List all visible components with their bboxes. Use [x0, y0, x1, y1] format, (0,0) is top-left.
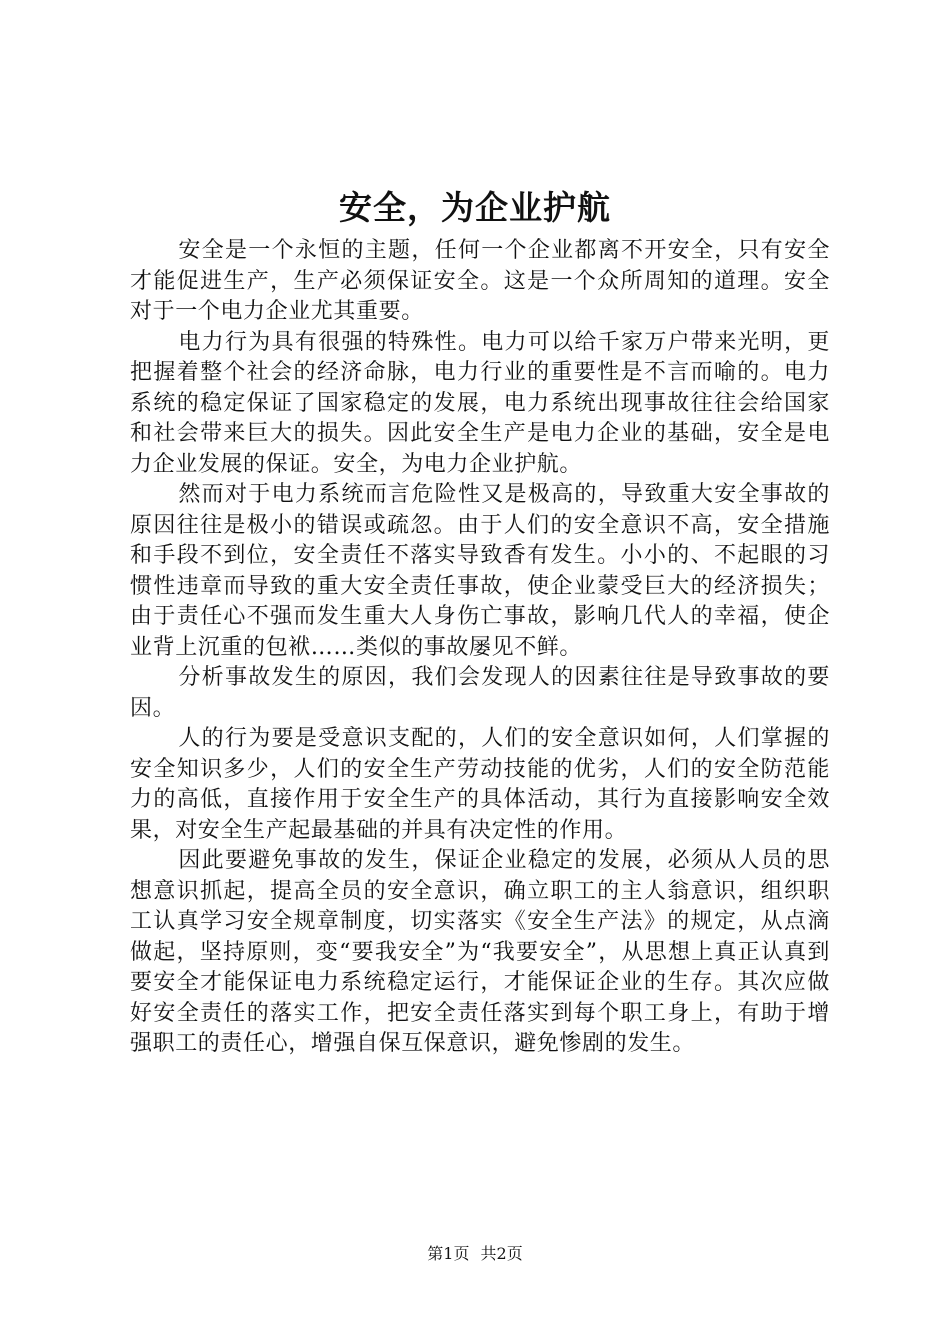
paragraph-6: 因此要避免事故的发生，保证企业稳定的发展，必须从人员的思想意识抓起，提高全员的安全意识，确立职工的主人翁意识，组织职工认真学习安全规章制度，切实落实《安全生产法》的规定，从点滴做起，坚持原则，变“要我安全”为“我要安全”，从思想上真正认真到要安全才能保证电力系统稳定运行，才能保证企业的生存。其次应做好安全责任的落实工作，把安全责任落实到每个职工身上，有助于增强职工的责任心，增强自保互保意识，避免惨剧的发生。 — [130, 848, 830, 1056]
document-body — [130, 236, 830, 1060]
document-title: 安全，为企业护航 — [339, 188, 611, 227]
page-number-current: 第1页 — [427, 1244, 470, 1263]
paragraph-1: 安全是一个永恒的主题，任何一个企业都离不开安全，只有安全才能促进生产，生产必须保证安全。这是一个众所周知的道理。安全对于一个电力企业尤其重要。 — [130, 238, 830, 324]
paragraph-2: 电力行为具有很强的特殊性。电力可以给千家万户带来光明，更把握着整个社会的经济命脉，电力行业的重要性是不言而喻的。电力系统的稳定保证了国家稳定的发展，电力系统出现事故往往会给国家和社会带来巨大的损失。因此安全生产是电力企业的基础，安全是电力企业发展的保证。安全，为电力企业护航。 — [130, 329, 830, 477]
paragraph-5: 人的行为要是受意识支配的，人们的安全意识如何，人们掌握的安全知识多少，人们的安全生产劳动技能的优劣，人们的安全防范能力的高低，直接作用于安全生产的具体活动，其行为直接影响安全效果，对安全生产起最基础的并具有决定性的作用。 — [130, 726, 830, 843]
paragraph-3: 然而对于电力系统而言危险性又是极高的，导致重大安全事故的原因往往是极小的错误或疏忽。由于人们的安全意识不高，安全措施和手段不到位，安全责任不落实导致香有发生。小小的、不起眼的习惯性违章而导致的重大安全责任事故，使企业蒙受巨大的经济损失；由于责任心不强而发生重大人身伤亡事故，影响几代人的幸福，使企业背上沉重的包袱……类似的事故屡见不鲜。 — [130, 482, 830, 660]
page-footer — [0, 1243, 950, 1265]
page-number-total: 共2页 — [480, 1244, 523, 1263]
paragraph-4: 分析事故发生的原因，我们会发现人的因素往往是导致事故的要因。 — [130, 665, 830, 721]
